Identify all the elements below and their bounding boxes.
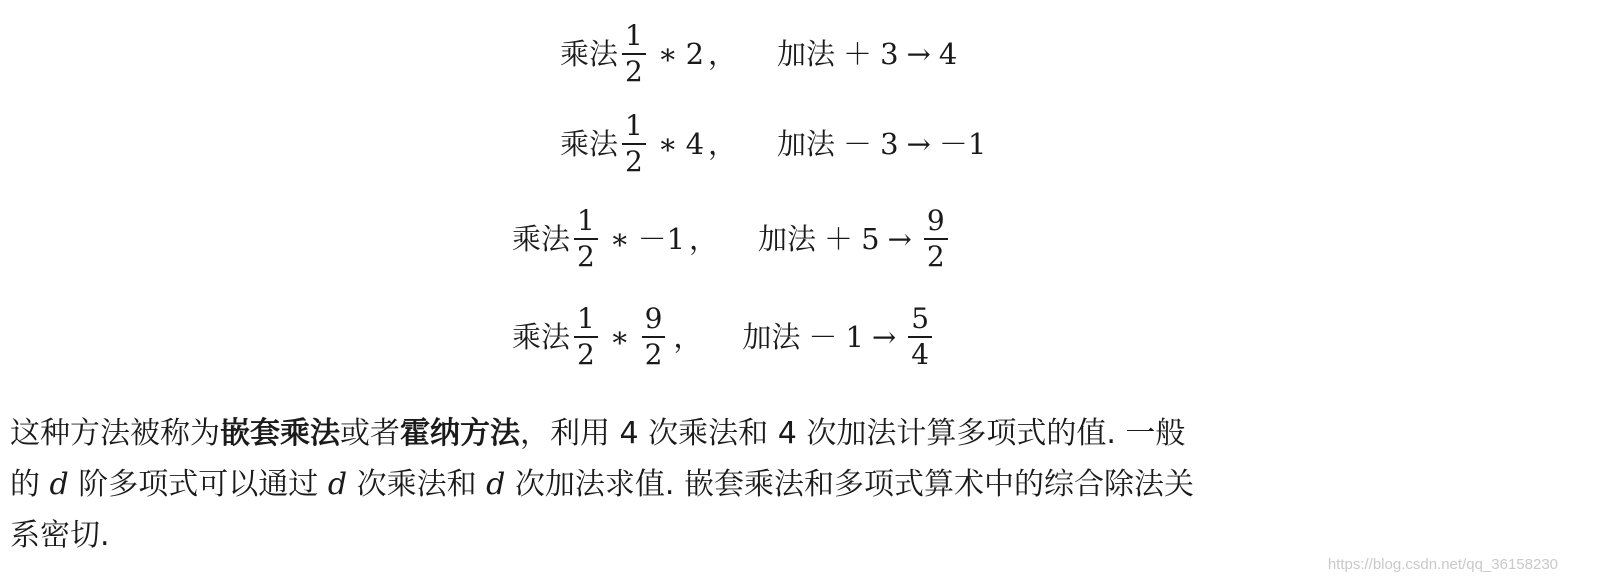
add-value: 5 [861,221,880,256]
add-value: 3 [880,126,899,161]
fraction-denominator: 2 [577,240,595,273]
arrow: → [887,221,912,256]
fraction-numerator: 1 [574,207,598,240]
add-label: 加法 [777,126,836,161]
add-label: 加法 [742,319,801,354]
arrow: → [906,36,931,71]
comma: ， [689,221,719,256]
fraction-denominator: 2 [577,338,595,371]
fraction-denominator: 2 [625,145,643,178]
fraction [574,204,598,273]
result-fraction [924,204,948,273]
operand: －1 [637,221,686,256]
text-segment: 次加法求值. 嵌套乘法和多项式算术中的综合除法关 [505,467,1194,502]
watermark: https://blog.csdn.net/qq_36158230 [1327,556,1558,573]
arrow: → [906,126,931,161]
fraction-denominator: 2 [625,55,643,88]
fraction-denominator: 2 [926,240,945,273]
paragraph-line [10,461,1610,509]
text-segment: 的 [10,467,50,502]
fraction-numerator: 1 [574,305,598,338]
multiply-label: 乘法 [560,126,619,161]
equation-row [512,204,952,273]
fraction-numerator: 9 [924,207,948,240]
variable-d: d [49,467,69,502]
result: －1 [938,126,987,161]
result: 4 [938,36,958,71]
text-segment: 这种方法被称为 [10,416,220,451]
multiply-label: 乘法 [512,319,571,354]
comma: ， [708,36,738,71]
operand-fraction [642,302,666,371]
paragraph-line [10,410,1610,458]
add-label: 加法 [758,221,817,256]
comma: ， [673,319,703,354]
fraction [574,302,598,371]
text-segment: 次乘法和 [347,467,487,502]
add-value: 3 [880,36,899,71]
text-segment: ，利用 4 次乘法和 4 次加法计算多项式的值. 一般 [520,416,1186,451]
variable-d: d [327,467,348,502]
fraction-numerator: 5 [908,305,932,338]
add-sign: － [843,126,873,161]
multiply-star: ∗ [609,319,630,354]
add-sign: － [808,319,838,354]
equation-row [512,302,936,371]
equation-row [560,109,987,178]
result-fraction [908,302,932,371]
operand: 2 [685,36,705,71]
text-segment: 阶多项式可以通过 [68,467,328,502]
variable-d: d [486,467,506,502]
fraction-denominator: 2 [644,338,663,371]
add-sign: ＋ [824,221,854,256]
multiply-star: ∗ [657,36,678,71]
fraction-numerator: 9 [642,305,666,338]
comma: ， [708,126,738,161]
multiply-star: ∗ [657,126,678,161]
multiply-label: 乘法 [560,36,619,71]
text-segment: 或者 [340,416,400,451]
fraction [622,109,646,178]
term-nested-multiplication: 嵌套乘法 [220,416,340,451]
fraction-numerator: 1 [622,112,646,145]
fraction-numerator: 1 [622,22,646,55]
fraction [622,19,646,88]
text-segment: 系密切. [10,518,110,553]
arrow: → [871,319,897,354]
paragraph-line [10,512,1610,560]
add-sign: ＋ [843,36,873,71]
operand: 4 [685,126,705,161]
fraction-denominator: 4 [911,338,930,371]
add-label: 加法 [777,36,836,71]
term-horner-method: 霍纳方法 [400,416,520,451]
add-value: 1 [845,319,864,354]
multiply-label: 乘法 [512,221,571,256]
equation-row [560,19,958,88]
multiply-star: ∗ [609,221,630,256]
